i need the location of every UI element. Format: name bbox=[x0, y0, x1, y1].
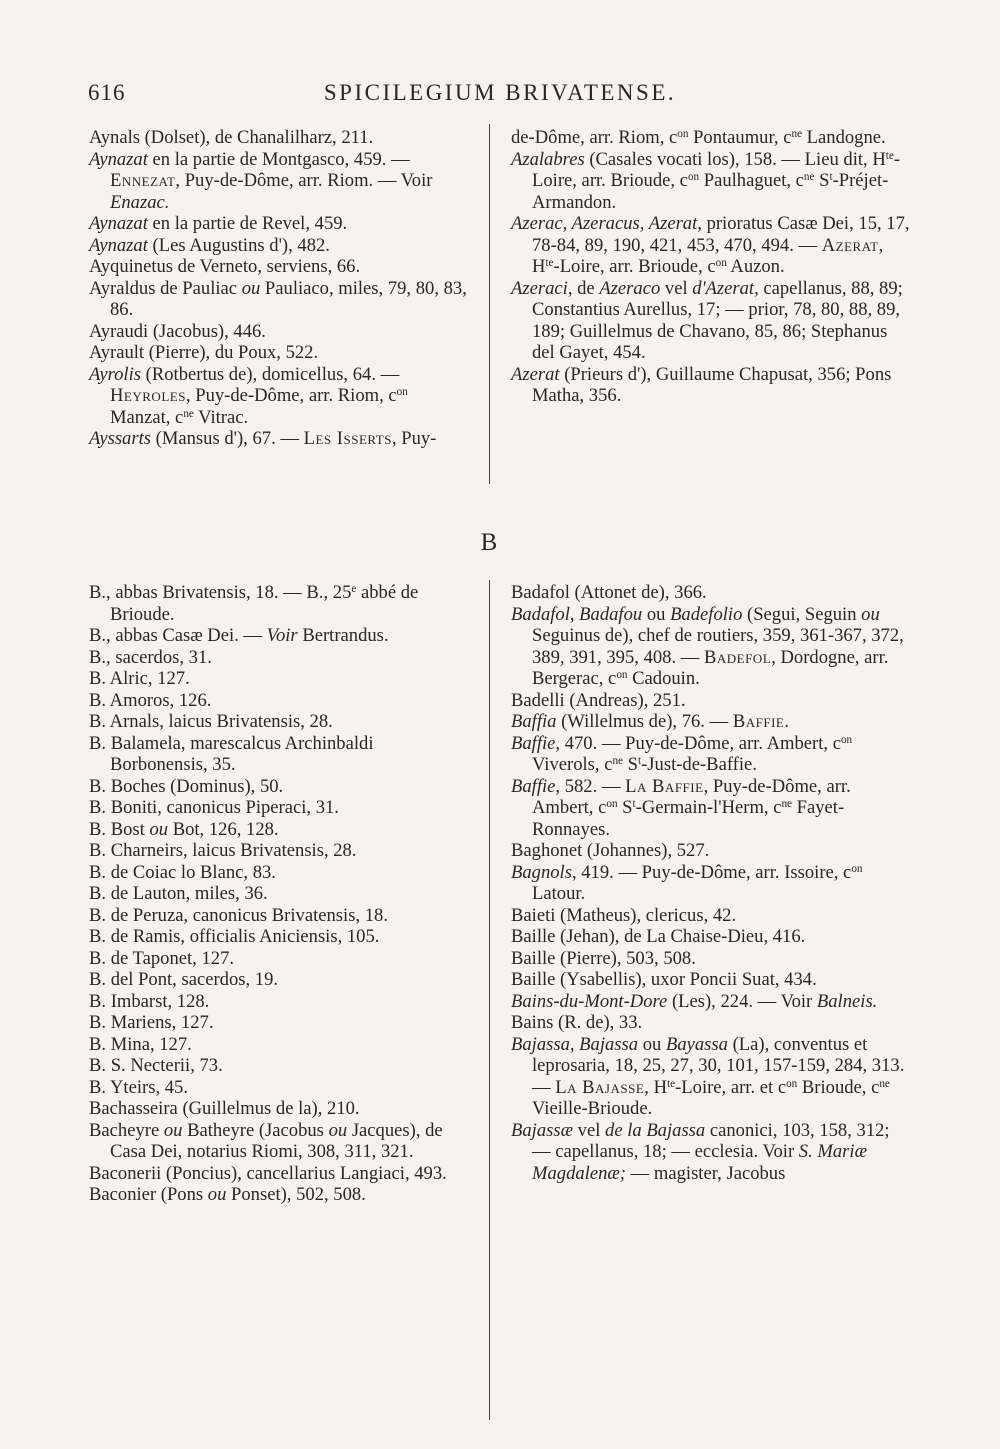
index-entry: Aynazat (Les Augustins d'), 482. bbox=[89, 234, 330, 256]
index-entry: B. Mina, 127. bbox=[89, 1033, 192, 1055]
index-entry: Bachasseira (Guillelmus de la), 210. bbox=[89, 1098, 360, 1119]
index-column-right-bottom bbox=[511, 582, 911, 1184]
index-entry: Bagnols, 419. — Puy-de-Dôme, arr. Issoire, $c^{on}$ Latour. bbox=[511, 861, 863, 904]
index-entry: B. Charneirs, laicus Brivatensis, 28. bbox=[89, 840, 357, 861]
index-entry: B. Mariens, 127. bbox=[89, 1012, 214, 1033]
index-column-left-top bbox=[89, 127, 472, 450]
index-entry: B. del Pont, sacerdos, 19. bbox=[89, 969, 279, 990]
index-entry: Bains-du-Mont-Dore (Les), 224. — Voir Balneis. bbox=[511, 990, 878, 1012]
index-column-left-bottom bbox=[89, 582, 472, 1206]
index-entry: B. Boniti, canonicus Piperaci, 31. bbox=[89, 797, 339, 818]
index-entry: Badelli (Andreas), 251. bbox=[511, 689, 686, 711]
index-entry: Aynazat en la partie de Montgasco, 459. — Ennezat, Puy-de-Dôme, arr. Riom. — Voir Enazac. bbox=[89, 148, 433, 213]
index-entry: Bajassæ vel de la Bajassa canonici, 103, 158, 312; — capellanus, 18; — ecclesia. Voir S. Mariæ Magdalenæ; — magister, Jacobus bbox=[511, 1119, 890, 1184]
index-entry: Azeraci, de Azeraco vel d'Azerat, capellanus, 88, 89; Constantius Aurellus, 17; — prior, 78, 80, 88, 89, 189; Guillelmus de Chavano, 85, 86; Stephanus del Gayet, 454. bbox=[511, 277, 903, 363]
index-entry: B. de Peruza, canonicus Brivatensis, 18. bbox=[89, 904, 388, 926]
page-number: 616 bbox=[88, 80, 126, 105]
section-letter: B bbox=[480, 529, 498, 556]
index-entry: Badafol (Attonet de), 366. bbox=[511, 582, 707, 603]
index-entry: B. Arnals, laicus Brivatensis, 28. bbox=[89, 711, 333, 732]
column-rule-top bbox=[489, 124, 490, 484]
index-entry: B. de Ramis, officialis Aniciensis, 105. bbox=[89, 926, 380, 947]
index-entry: Baille (Pierre), 503, 508. bbox=[511, 947, 696, 969]
index-entry: de-Dôme, arr. Riom, $c^{on}$ Pontaumur, $c^{ne}$ Landogne. bbox=[511, 127, 886, 148]
index-entry: B. Imbarst, 128. bbox=[89, 990, 210, 1012]
index-entry: Baconier (Pons ou Ponset), 502, 508. bbox=[89, 1184, 366, 1205]
index-entry: Baffie, 582. — La Baffie, Puy-de-Dôme, arr. Ambert, $c^{on}$ $S^t-Germain-l'Herm$, $c^{ne}$ Fayet-Ronnayes. bbox=[511, 775, 851, 840]
index-entry: B. S. Necterii, 73. bbox=[89, 1055, 223, 1076]
index-entry: Bains (R. de), 33. bbox=[511, 1012, 643, 1033]
running-title: SPICILEGIUM BRIVATENSE. bbox=[323, 80, 677, 105]
index-entry: Bajassa, Bajassa ou Bayassa (La), conventus et leprosaria, 18, 25, 27, 30, 101, 157-159, 284, 313. — La Bajasse, $H^{te}$-Loire, arr. et $c^{on}$ Brioude, $c^{ne}$ Vieille-Brioude. bbox=[511, 1033, 905, 1119]
index-entry: B. Boches (Dominus), 50. bbox=[89, 775, 284, 797]
index-entry: Baconerii (Poncius), cancellarius Langiaci, 493. bbox=[89, 1162, 447, 1184]
index-entry: Azalabres (Casales vocati los), 158. — Lieu dit, $H^{te}$-Loire, arr. Brioude, $c^{on}$ Paulhaguet, $c^{ne}$ $S^t-Préjet$-Armandon. bbox=[511, 148, 901, 213]
index-entry: B. de Taponet, 127. bbox=[89, 947, 235, 969]
index-entry: Baille (Ysabellis), uxor Poncii Suat, 434. bbox=[511, 969, 817, 990]
index-entry: B. Alric, 127. bbox=[89, 668, 190, 689]
page-header bbox=[88, 80, 912, 120]
index-entry: Ayrault (Pierre), du Poux, 522. bbox=[89, 342, 319, 363]
index-entry: B., abbas Casæ Dei. — Voir Bertrandus. bbox=[89, 625, 389, 646]
index-entry: Aynazat en la partie de Revel, 459. bbox=[89, 213, 348, 234]
index-column-right-top bbox=[511, 127, 911, 407]
index-entry: Ayssarts (Mansus d'), 67. — Les Isserts, Puy- bbox=[89, 428, 437, 449]
index-entry: Ayraudi (Jacobus), 446. bbox=[89, 320, 266, 342]
index-entry: Ayrolis (Rotbertus de), domicellus, 64. — Heyroles, Puy-de-Dôme, arr. Riom, $c^{on}$ Manzat, $c^{ne}$ Vitrac. bbox=[89, 363, 408, 428]
index-entry: Aynals (Dolset), de Chanalilharz, 211. bbox=[89, 127, 374, 148]
index-entry: Badafol, Badafou ou Badefolio (Segui, Seguin ou Seguinus de), chef de routiers, 359, 361-367, 372, 389, 391, 395, 408. — Badefol, Dordogne, arr. Bergerac, $c^{on}$ Cadouin. bbox=[511, 603, 904, 689]
index-entry: B. de Coiac lo Blanc, 83. bbox=[89, 861, 276, 883]
column-rule-bottom bbox=[489, 580, 490, 1420]
index-entry: Baieti (Matheus), clericus, 42. bbox=[511, 904, 737, 926]
index-entry: Baille (Jehan), de La Chaise-Dieu, 416. bbox=[511, 926, 806, 947]
index-entry: Azerac, Azeracus, Azerat, prioratus Casæ Dei, 15, 17, 78-84, 89, 190, 421, 453, 470, 494. — Azerat, $H^{te}$-Loire, arr. Brioude, $c^{on}$ Auzon. bbox=[511, 213, 910, 277]
index-entry: Baghonet (Johannes), 527. bbox=[511, 840, 710, 861]
index-entry: Ayraldus de Pauliac ou Pauliaco, miles, 79, 80, 83, 86. bbox=[89, 277, 467, 320]
index-entry: Ayquinetus de Verneto, serviens, 66. bbox=[89, 256, 361, 277]
index-entry: Baffia (Willelmus de), 76. — Baffie. bbox=[511, 711, 790, 732]
index-entry: B., abbas Brivatensis, 18. — B., 25e abbé de Brioude. bbox=[89, 582, 419, 625]
index-entry: B., sacerdos, 31. bbox=[89, 646, 212, 668]
index-entry: Azerat (Prieurs d'), Guillaume Chapusat, 356; Pons Matha, 356. bbox=[511, 363, 892, 406]
index-entry: B. Amoros, 126. bbox=[89, 689, 212, 711]
index-entry: B. de Lauton, miles, 36. bbox=[89, 883, 268, 904]
index-entry: B. Yteirs, 45. bbox=[89, 1076, 188, 1098]
index-entry: B. Bost ou Bot, 126, 128. bbox=[89, 818, 279, 840]
index-entry: B. Balamela, marescalcus Archinbaldi Borbonensis, 35. bbox=[89, 732, 374, 775]
index-entry: Bacheyre ou Batheyre (Jacobus ou Jacques), de Casa Dei, notarius Riomi, 308, 311, 321. bbox=[89, 1119, 443, 1162]
index-entry: Baffie, 470. — Puy-de-Dôme, arr. Ambert, $c^{on}$ Viverols, $c^{ne}$ $S^t-Just-de$-Baffie. bbox=[511, 732, 853, 775]
